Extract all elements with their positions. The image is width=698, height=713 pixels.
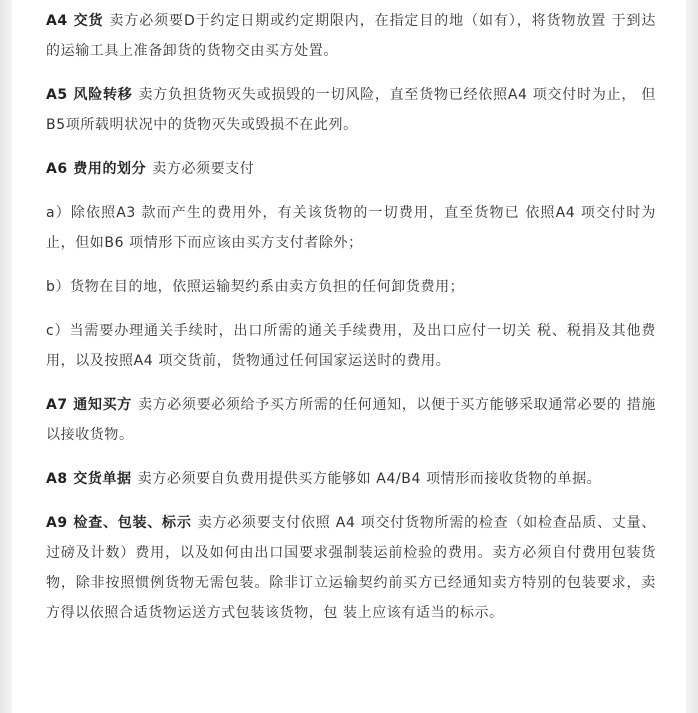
paragraph-a9 — [46, 508, 656, 628]
clause-text: 卖方负担货物灭失或损毁的一切风险，直至货物已经依照A4 项交付时为止， 但B5项所载明状况中的货物灭失或毁损不在此列。 — [46, 87, 656, 133]
paragraph-a5 — [46, 80, 656, 140]
clause-heading: A7 通知买方 — [46, 397, 132, 413]
paragraph-a6-c — [46, 316, 656, 376]
paragraph-a6-a — [46, 198, 656, 258]
paragraph-a6-b — [46, 272, 656, 302]
clause-text: b）货物在目的地，依照运输契约系由卖方负担的任何卸货费用； — [46, 279, 465, 295]
clause-text: 卖方必须要支付 — [152, 161, 255, 177]
clause-text: 卖方必须要支付依照 A4 项交付货物所需的检查（如检查品质、丈量、过磅及计数）费用，以及如何由出口国要求强制装运前检验的费用。卖方必须自付费用包装货物，除非按照惯例货物无需包装。除非订立运输契约前买方已经通知卖方特别的包装要求，卖方得以依照合适货物运送方式包装该货物，包 装上应该有适当的标示。 — [46, 515, 656, 621]
left-margin-rail — [0, 0, 12, 713]
clause-text: 卖方必须要必须给予买方所需的任何通知，以便于买方能够采取通常必要的 措施以接收货物。 — [46, 397, 656, 443]
clause-heading: A5 风险转移 — [46, 87, 133, 103]
clause-text: c）当需要办理通关手续时，出口所需的通关手续费用，及出口应付一切关 税、税捐及其他费用，以及按照A4 项交货前，货物通过任何国家运送时的费用。 — [46, 323, 656, 369]
clause-text: 卖方必须要自负费用提供买方能够如 A4/B4 项情形而接收货物的单据。 — [137, 471, 602, 487]
paragraph-a4 — [46, 6, 656, 66]
clause-text: a）除依照A3 款而产生的费用外，有关该货物的一切费用，直至货物已 依照A4 项交付时为止，但如B6 项情形下而应该由买方支付者除外； — [46, 205, 656, 251]
paragraph-a7 — [46, 390, 656, 450]
article-body — [46, 6, 656, 642]
clause-heading: A4 交货 — [46, 13, 104, 29]
clause-heading: A8 交货单据 — [46, 471, 132, 487]
paragraph-a6 — [46, 154, 656, 184]
clause-heading: A6 费用的划分 — [46, 161, 147, 177]
paragraph-a8 — [46, 464, 656, 494]
right-margin-rail — [686, 0, 698, 713]
clause-text: 卖方必须要D于约定日期或约定期限内，在指定目的地（如有），将货物放置 于到达的运输工具上准备卸货的货物交由买方处置。 — [46, 13, 656, 59]
clause-heading: A9 检查、包装、标示 — [46, 515, 192, 531]
